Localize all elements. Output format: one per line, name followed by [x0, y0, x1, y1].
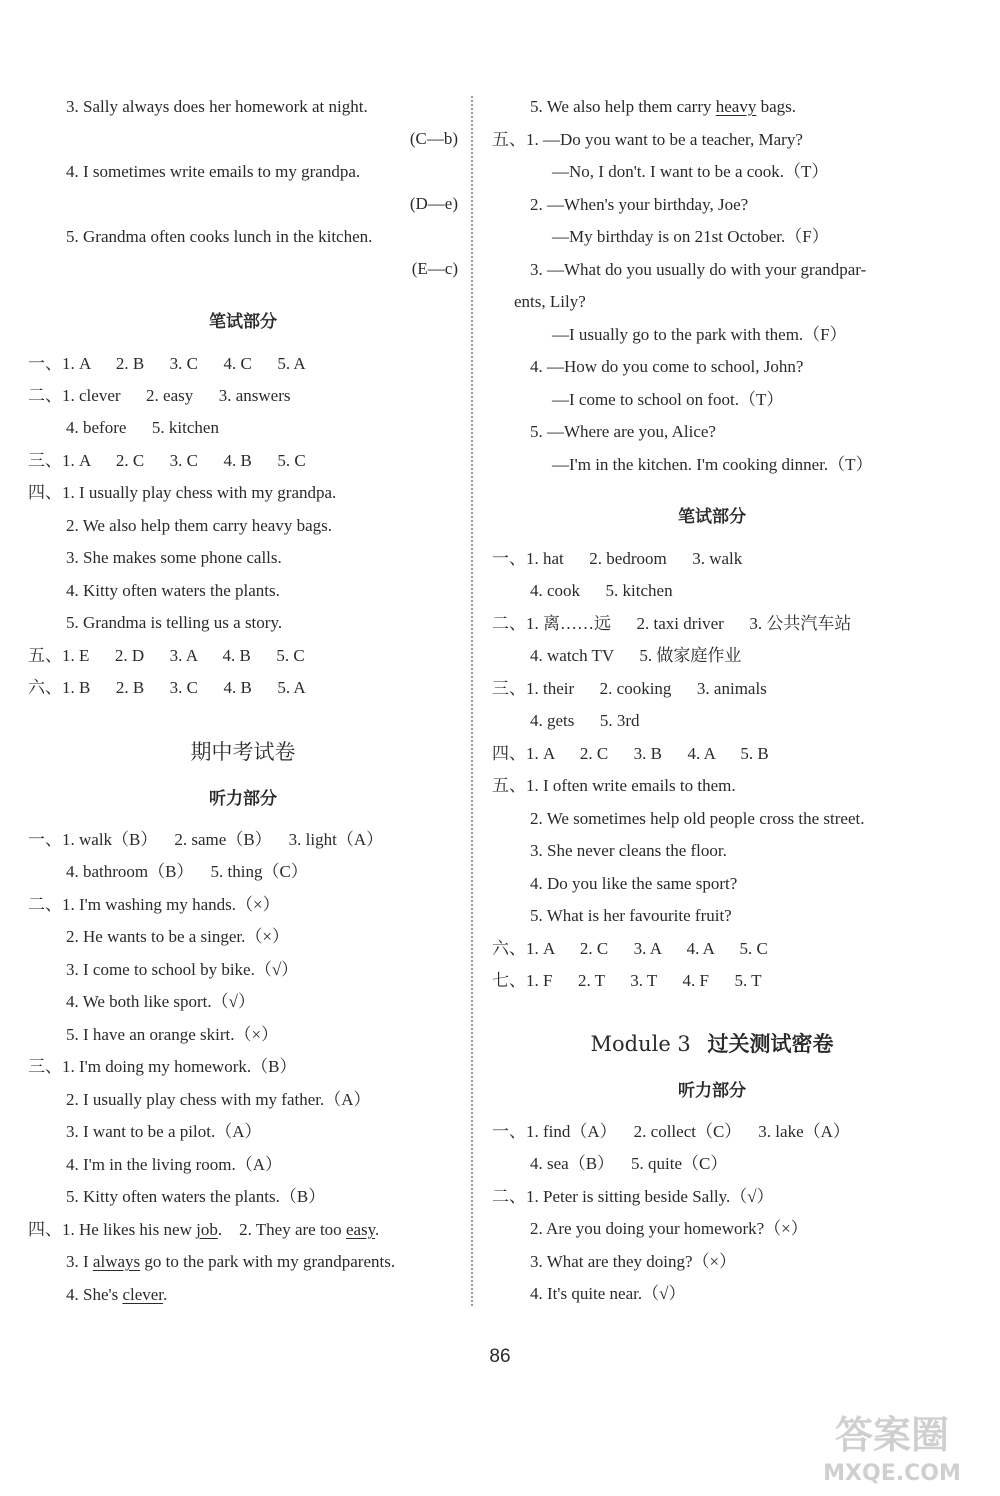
module-title-cn: 过关测试密卷: [707, 1031, 834, 1056]
answer-line: 3. Sally always does her homework at night.: [66, 97, 368, 116]
answer-line: [66, 1279, 458, 1311]
answer-text: go to the park with my grandparents.: [140, 1252, 396, 1271]
answer-line: 四、1. I usually play chess with my grandpa.: [28, 483, 337, 502]
answer-line: 一、1. walk（B） 2. same（B） 3. light（A）: [28, 830, 384, 849]
answer-text: 3. I: [66, 1252, 93, 1271]
section-title: 期中考试卷: [190, 740, 296, 764]
page-number: 86: [489, 1346, 511, 1367]
underlined-word: heavy: [715, 97, 757, 116]
answer-line: —I usually go to the park with them.（F）: [552, 325, 847, 344]
section-heading: 笔试部分: [678, 507, 746, 527]
answer-line: 2. We also help them carry heavy bags.: [66, 516, 332, 535]
answer-line: 5. Grandma often cooks lunch in the kitchen.: [66, 227, 373, 246]
answer-line: 3. She never cleans the floor.: [530, 841, 727, 860]
answer-line: 4. It's quite near.（√）: [530, 1284, 686, 1303]
answer-tag: (D—e): [409, 194, 458, 213]
answer-line: —No, I don't. I want to be a cook.（T）: [552, 162, 829, 181]
answer-line: 3. —What do you usually do with your grandpar-: [530, 260, 867, 279]
underlined-word: job: [196, 1220, 218, 1239]
answer-line: 5. —Where are you, Alice?: [530, 422, 716, 441]
watermark-logo: [802, 1400, 982, 1490]
answer-line: 一、1. hat 2. bedroom 3. walk: [492, 549, 743, 568]
answer-line: 五、1. E 2. D 3. A 4. B 5. C: [28, 646, 305, 665]
answer-text: 4. She's: [66, 1285, 123, 1304]
answer-text: . 2. They are too: [217, 1220, 346, 1239]
answer-line: 四、1. A 2. C 3. B 4. A 5. B: [492, 744, 769, 763]
answer-line: 三、1. A 2. C 3. C 4. B 5. C: [28, 451, 306, 470]
answer-line: —My birthday is on 21st October.（F）: [552, 227, 829, 246]
answer-text: bags.: [756, 97, 796, 116]
answer-line: 二、1. clever 2. easy 3. answers: [28, 386, 291, 405]
answer-line: [66, 1246, 458, 1278]
section-title: [492, 1028, 932, 1058]
underlined-word: always: [92, 1252, 141, 1271]
answer-line: [530, 91, 932, 123]
answer-line: 2. I usually play chess with my father.（A）: [66, 1090, 371, 1109]
answer-line: 七、1. F 2. T 3. T 4. F 5. T: [492, 971, 762, 990]
answer-text: .: [163, 1285, 168, 1304]
answer-line: 3. I come to school by bike.（√）: [66, 960, 299, 979]
answer-line: 一、1. A 2. B 3. C 4. C 5. A: [28, 354, 306, 373]
answer-line: [28, 1214, 458, 1246]
answer-line: 5. Grandma is telling us a story.: [66, 613, 283, 632]
answer-line: 4. Do you like the same sport?: [530, 874, 738, 893]
answer-line: —I come to school on foot.（T）: [552, 390, 784, 409]
answer-line: 3. I want to be a pilot.（A）: [66, 1122, 262, 1141]
answer-line: 3. What are they doing?（×）: [530, 1252, 737, 1271]
answer-line: 2. Are you doing your homework?（×）: [530, 1219, 808, 1238]
answer-line: 一、1. find（A） 2. collect（C） 3. lake（A）: [492, 1122, 850, 1141]
column-divider: [471, 96, 473, 1306]
answer-line: 4. —How do you come to school, John?: [530, 357, 804, 376]
section-heading: 听力部分: [678, 1081, 746, 1101]
answer-line: 4. I sometimes write emails to my grandpa.: [66, 162, 361, 181]
answer-line: 4. bathroom（B） 5. thing（C）: [66, 862, 308, 881]
answer-line: 六、1. A 2. C 3. A 4. A 5. C: [492, 939, 768, 958]
answer-line: 二、1. I'm washing my hands.（×）: [28, 895, 280, 914]
answer-line: 5. What is her favourite fruit?: [530, 906, 732, 925]
answer-line: 六、1. B 2. B 3. C 4. B 5. A: [28, 678, 306, 697]
answer-line: 4. before 5. kitchen: [66, 418, 219, 437]
answer-line: 5. Kitty often waters the plants.（B）: [66, 1187, 326, 1206]
answer-line: 2. We sometimes help old people cross the street.: [530, 809, 865, 828]
answer-line: 三、1. I'm doing my homework.（B）: [28, 1057, 297, 1076]
answer-line: 4. I'm in the living room.（A）: [66, 1155, 283, 1174]
answer-line: 二、1. Peter is sitting beside Sally.（√）: [492, 1187, 774, 1206]
section-heading: 听力部分: [209, 789, 277, 809]
answer-line: 五、1. I often write emails to them.: [492, 776, 736, 795]
answer-line: 4. sea（B） 5. quite（C）: [530, 1154, 728, 1173]
underlined-word: clever: [122, 1285, 164, 1304]
answer-line: 2. He wants to be a singer.（×）: [66, 927, 289, 946]
answer-tag: (E—c): [411, 259, 458, 278]
module-title-en: Module 3: [590, 1032, 691, 1056]
answer-tag: (C—b): [409, 129, 458, 148]
answer-line: —I'm in the kitchen. I'm cooking dinner.（T）: [552, 455, 873, 474]
answer-line: 5. I have an orange skirt.（×）: [66, 1025, 279, 1044]
answer-line: 五、1. —Do you want to be a teacher, Mary?: [492, 130, 803, 149]
answer-line: ents, Lily?: [514, 292, 586, 311]
answer-line: 4. watch TV 5. 做家庭作业: [530, 646, 742, 665]
answer-text: 5. We also help them carry: [530, 97, 716, 116]
underlined-word: easy: [345, 1220, 376, 1239]
answer-line: 4. We both like sport.（√）: [66, 992, 255, 1011]
answer-line: 4. cook 5. kitchen: [530, 581, 673, 600]
watermark-text-en: MXQE.COM: [823, 1461, 961, 1486]
answer-text: 四、1. He likes his new: [28, 1220, 197, 1239]
section-heading: 笔试部分: [209, 312, 277, 332]
answer-line: 4. gets 5. 3rd: [530, 711, 640, 730]
watermark-text-cn: 答案圈: [834, 1413, 950, 1457]
answer-line: 2. —When's your birthday, Joe?: [530, 195, 749, 214]
answer-line: 三、1. their 2. cooking 3. animals: [492, 679, 767, 698]
answer-line: 3. She makes some phone calls.: [66, 548, 282, 567]
answer-line: 二、1. 离……远 2. taxi driver 3. 公共汽车站: [492, 614, 852, 633]
answer-text: .: [375, 1220, 380, 1239]
answer-line: 4. Kitty often waters the plants.: [66, 581, 280, 600]
